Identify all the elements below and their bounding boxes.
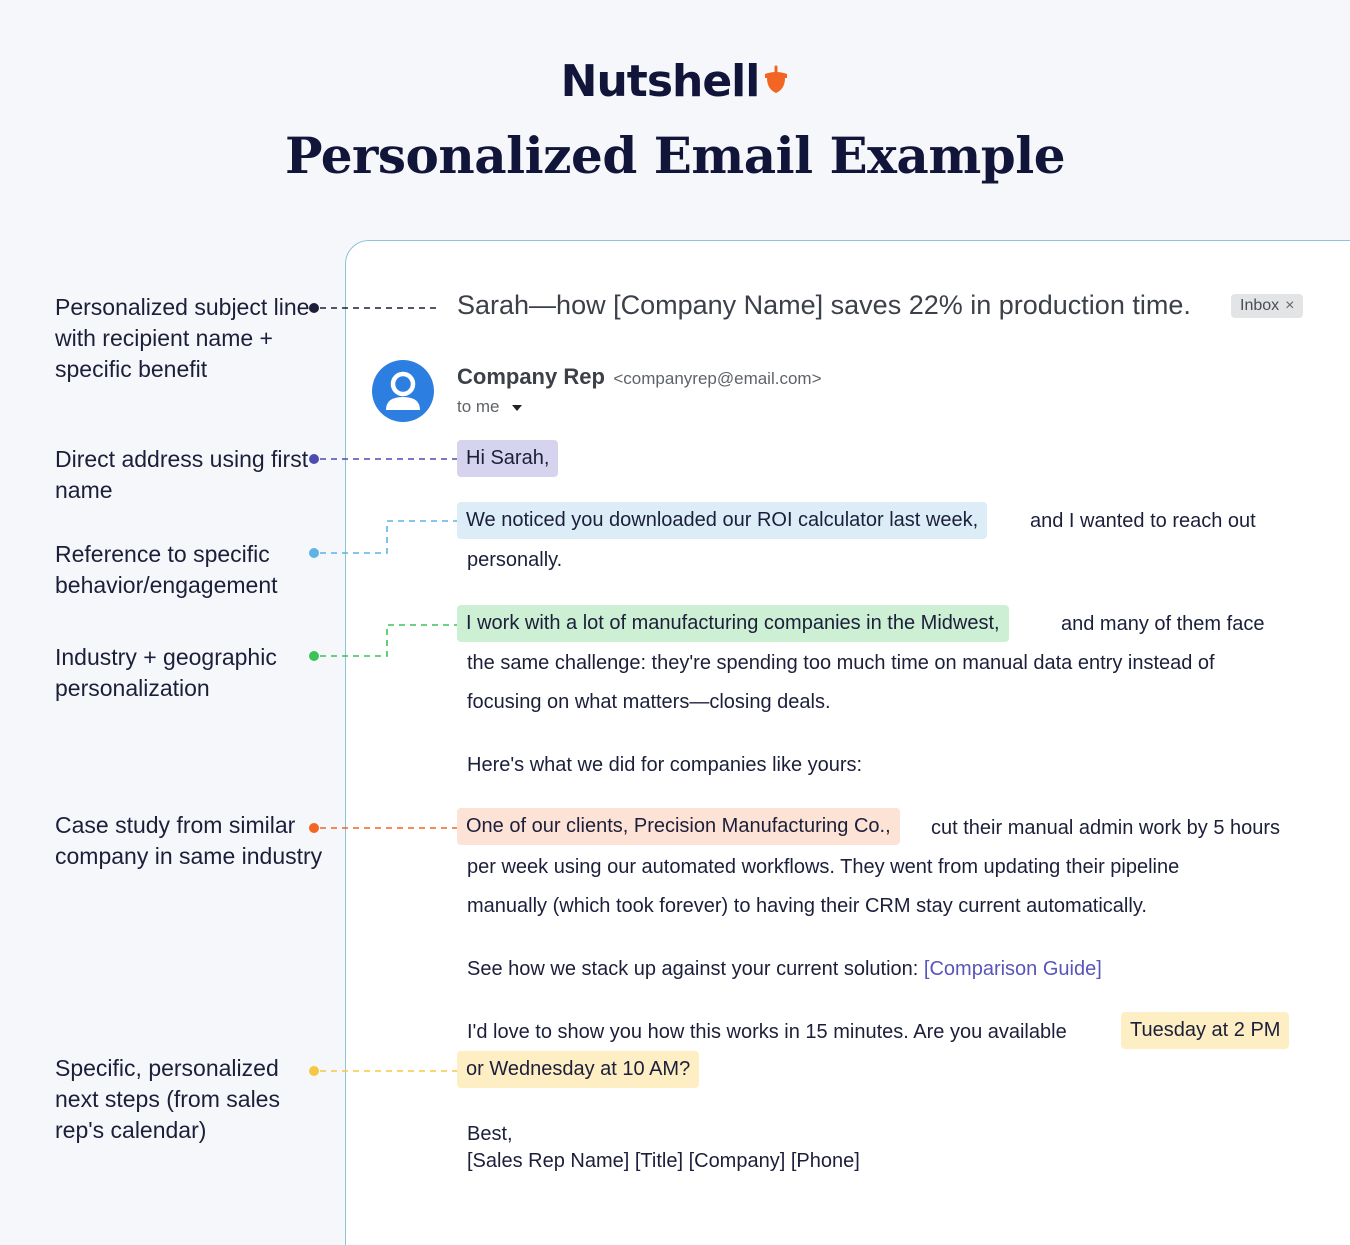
casestudy-highlight: One of our clients, Precision Manufacturing Co., [457,808,900,845]
annotation-address: Direct address using first name [55,446,309,503]
annotation-nextsteps: Specific, personalized next steps (from sales rep's calendar) [55,1055,280,1143]
brand-logo [0,56,1350,110]
brand-name: Nutshell [560,56,760,107]
body-text: See how we stack up against your current solution: [467,958,919,980]
signoff: Best, [467,1123,513,1145]
acorn-icon [763,55,789,106]
inbox-label: Inbox [1240,297,1280,314]
chevron-down-icon[interactable] [512,405,522,411]
inbox-label-chip[interactable] [1231,294,1303,318]
recipient-label: to me [457,397,500,416]
close-icon[interactable]: × [1285,297,1295,314]
body-text: I'd love to show you how this works in 15 minutes. Are you available [467,1021,1067,1043]
behavior-highlight: We noticed you downloaded our ROI calculator last week, [457,502,987,539]
body-text: and many of them face [1061,613,1265,635]
recipient-dropdown[interactable] [457,397,522,417]
body-text: personally. [467,549,563,571]
body-text: per week using our automated workflows. They went from updating their pipeline [467,856,1180,878]
body-text: Here's what we did for companies like yours: [467,754,863,776]
body-text: cut their manual admin work by 5 hours [931,817,1281,839]
annotation-subject: Personalized subject line with recipient name + specific benefit [55,294,310,382]
comparison-line [467,958,1102,981]
industry-highlight: I work with a lot of manufacturing companies in the Midwest, [457,605,1009,642]
email-panel [345,240,1350,1245]
comparison-guide-link[interactable]: [Comparison Guide] [923,958,1102,980]
signature: [Sales Rep Name] [Title] [Company] [Phone] [467,1150,860,1172]
body-text: the same challenge: they're spending too much time on manual data entry instead of [467,652,1215,674]
body-text: manually (which took forever) to having their CRM stay current automatically. [467,895,1147,917]
annotation-casestudy: Case study from similar company in same industry [55,812,323,869]
annotation-behavior: Reference to specific behavior/engagement [55,541,278,598]
page-title: Personalized Email Example [284,126,1066,185]
user-avatar-icon[interactable] [372,360,434,422]
email-subject: Sarah—how [Company Name] saves 22% in production time. [457,290,1191,320]
annotation-industry: Industry + geographic personalization [55,644,277,701]
sender-email: <companyrep@email.com> [613,369,822,388]
body-text: and I wanted to reach out [1030,510,1256,532]
nextsteps-highlight: Tuesday at 2 PM [1121,1012,1289,1049]
sender-info [457,364,822,390]
body-text: focusing on what matters—closing deals. [467,691,831,713]
greeting-highlight: Hi Sarah, [457,440,558,477]
sender-name: Company Rep [457,364,605,389]
nextsteps-highlight: or Wednesday at 10 AM? [457,1051,699,1088]
